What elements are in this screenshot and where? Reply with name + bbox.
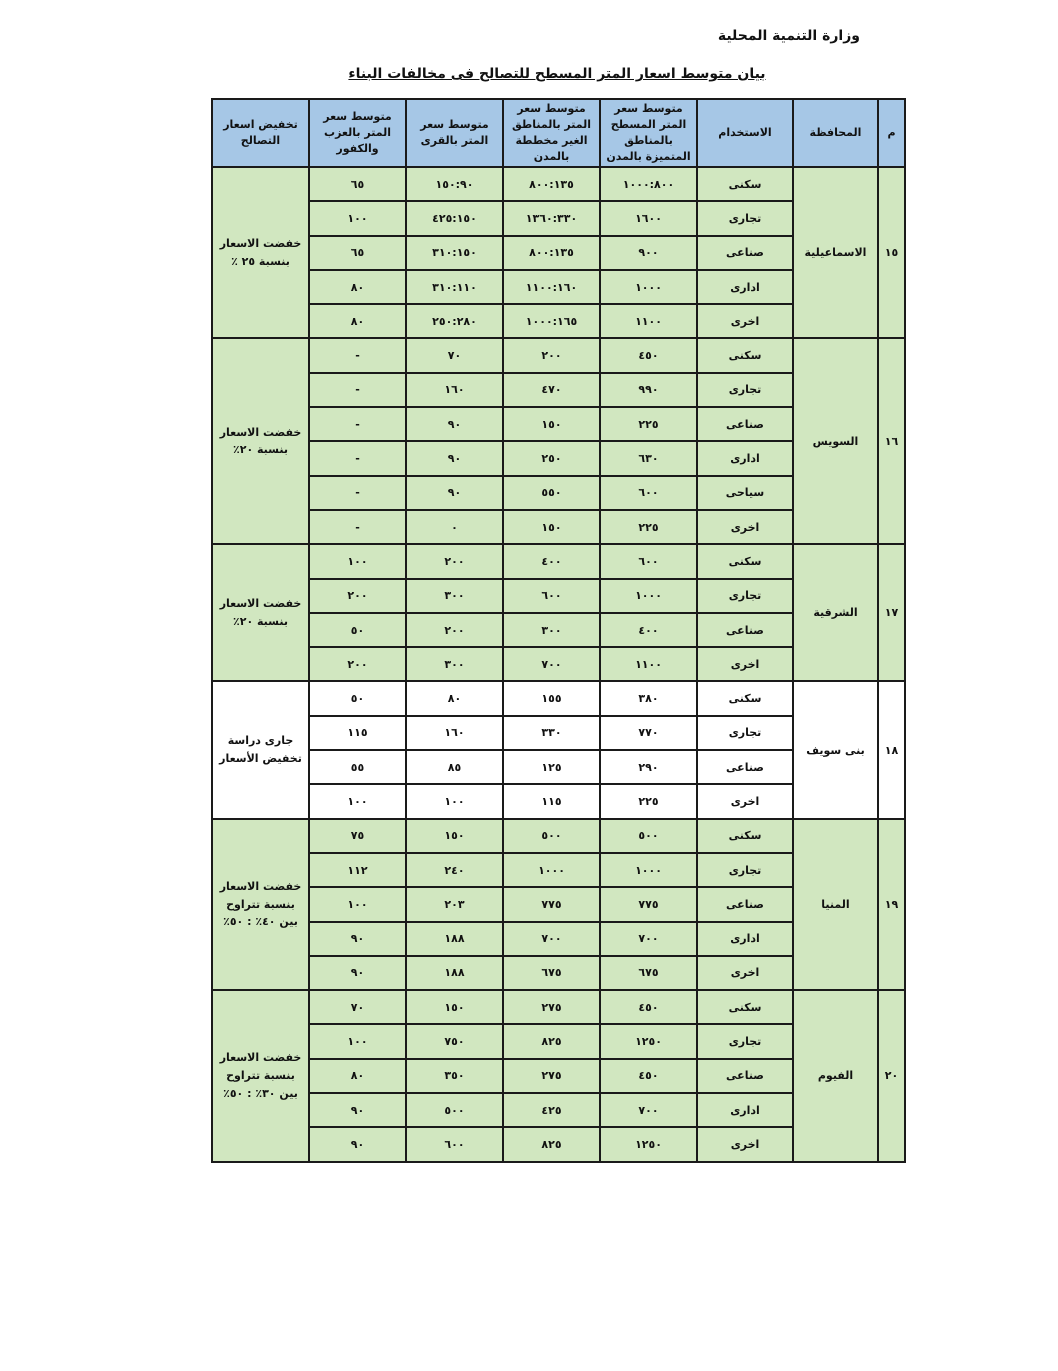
hamlets-price-cell: ٨٠ <box>309 1059 406 1093</box>
distinguished-price-cell: ٣٨٠ <box>600 681 697 715</box>
unplanned-price-cell: ٢٠٠ <box>503 338 600 372</box>
page-title: بيان متوسط اسعار المتر المسطح للتصالح فى مخالفات البناء <box>348 66 766 82</box>
distinguished-price-cell: ٧٠٠ <box>600 922 697 956</box>
villages-price-cell: ١٥٠ <box>406 990 503 1024</box>
distinguished-price-cell: ٩٩٠ <box>600 373 697 407</box>
villages-price-cell: ٦٠٠ <box>406 1127 503 1161</box>
usage-cell: تجارى <box>697 853 793 887</box>
hamlets-price-cell: - <box>309 373 406 407</box>
distinguished-price-cell: ٦٧٥ <box>600 956 697 990</box>
distinguished-price-cell: ١٠٠٠ <box>600 579 697 613</box>
usage-cell: تجارى <box>697 201 793 235</box>
reduction-note: خفضت الاسعار بنسبة ٢٠٪ <box>212 544 309 681</box>
table-row <box>212 167 905 201</box>
table-row <box>212 338 905 372</box>
header-row <box>212 99 905 167</box>
distinguished-price-cell: ١٢٥٠ <box>600 1127 697 1161</box>
usage-cell: سكنى <box>697 338 793 372</box>
table-row <box>212 544 905 578</box>
usage-cell: سكنى <box>697 819 793 853</box>
villages-price-cell: ٢٠٠ <box>406 544 503 578</box>
usage-cell: اخرى <box>697 956 793 990</box>
unplanned-price-cell: ١١٥ <box>503 784 600 818</box>
villages-price-cell: ٣١٠:١٥٠ <box>406 236 503 270</box>
villages-price-cell: ٣١٠:١١٠ <box>406 270 503 304</box>
unplanned-price-cell: ١٥٥ <box>503 681 600 715</box>
governorate-name: المنيا <box>793 819 878 990</box>
hamlets-price-cell: - <box>309 510 406 544</box>
distinguished-price-cell: ٢٢٥ <box>600 407 697 441</box>
villages-price-cell: ٧٥٠ <box>406 1024 503 1058</box>
distinguished-price-cell: ٧٧٠ <box>600 716 697 750</box>
unplanned-price-cell: ٢٧٥ <box>503 1059 600 1093</box>
unplanned-price-cell: ٧٠٠ <box>503 922 600 956</box>
header-distinguished: متوسط سعر المتر المسطح بالمناطق المتميزة بالمدن <box>600 99 697 167</box>
hamlets-price-cell: ٩٠ <box>309 956 406 990</box>
hamlets-price-cell: ٢٠٠ <box>309 579 406 613</box>
villages-price-cell: ١٨٨ <box>406 922 503 956</box>
villages-price-cell: ٢٠٠ <box>406 613 503 647</box>
reduction-note: خفضت الاسعار بنسبة تتراوح بين ٤٠٪ : ٥٠٪ <box>212 819 309 990</box>
usage-cell: اخرى <box>697 647 793 681</box>
villages-price-cell: ٥٠٠ <box>406 1093 503 1127</box>
usage-cell: سكنى <box>697 681 793 715</box>
distinguished-price-cell: ٧٠٠ <box>600 1093 697 1127</box>
unplanned-price-cell: ٤٧٠ <box>503 373 600 407</box>
hamlets-price-cell: ٥٥ <box>309 750 406 784</box>
unplanned-price-cell: ٥٥٠ <box>503 476 600 510</box>
hamlets-price-cell: - <box>309 407 406 441</box>
villages-price-cell: ٣٥٠ <box>406 1059 503 1093</box>
row-number: ١٧ <box>878 544 905 681</box>
unplanned-price-cell: ٢٧٥ <box>503 990 600 1024</box>
unplanned-price-cell: ٧٧٥ <box>503 887 600 921</box>
villages-price-cell: ٢٤٠ <box>406 853 503 887</box>
table-row <box>212 681 905 715</box>
unplanned-price-cell: ١٢٥ <box>503 750 600 784</box>
usage-cell: تجارى <box>697 373 793 407</box>
row-number: ١٥ <box>878 167 905 338</box>
header-villages: متوسط سعر المتر بالقرى <box>406 99 503 167</box>
unplanned-price-cell: ٨٠٠:١٣٥ <box>503 236 600 270</box>
usage-cell: ادارى <box>697 1093 793 1127</box>
ministry-name: وزارة التنمية المحلية <box>717 28 860 44</box>
header-unplanned: متوسط سعر المتر بالمناطق الغير مخططة بالمدن <box>503 99 600 167</box>
header-governorate: المحافظة <box>793 99 878 167</box>
distinguished-price-cell: ٩٠٠ <box>600 236 697 270</box>
reduction-note: خفضت الاسعار بنسبة ٢٥ ٪ <box>212 167 309 338</box>
villages-price-cell: ٢٠٣ <box>406 887 503 921</box>
usage-cell: ادارى <box>697 922 793 956</box>
villages-price-cell: ٩٠ <box>406 441 503 475</box>
row-number: ١٩ <box>878 819 905 990</box>
usage-cell: اخرى <box>697 304 793 338</box>
unplanned-price-cell: ١٥٠ <box>503 510 600 544</box>
usage-cell: سكنى <box>697 990 793 1024</box>
table-row <box>212 819 905 853</box>
distinguished-price-cell: ٢٢٥ <box>600 784 697 818</box>
usage-cell: ادارى <box>697 270 793 304</box>
reduction-note: جارى دراسة تخفيض الأسعار <box>212 681 309 818</box>
villages-price-cell: ١٥٠:٩٠ <box>406 167 503 201</box>
villages-price-cell: ٩٠ <box>406 476 503 510</box>
villages-price-cell: ٣٠٠ <box>406 647 503 681</box>
distinguished-price-cell: ١١٠٠ <box>600 647 697 681</box>
distinguished-price-cell: ٢٢٥ <box>600 510 697 544</box>
villages-price-cell: ٠ <box>406 510 503 544</box>
unplanned-price-cell: ٣٣٠ <box>503 716 600 750</box>
unplanned-price-cell: ٦٠٠ <box>503 579 600 613</box>
distinguished-price-cell: ٦٣٠ <box>600 441 697 475</box>
hamlets-price-cell: ٩٠ <box>309 1093 406 1127</box>
hamlets-price-cell: ٩٠ <box>309 1127 406 1161</box>
villages-price-cell: ٣٠٠ <box>406 579 503 613</box>
unplanned-price-cell: ٨٠٠:١٣٥ <box>503 167 600 201</box>
distinguished-price-cell: ١٠٠٠ <box>600 853 697 887</box>
distinguished-price-cell: ٤٥٠ <box>600 990 697 1024</box>
usage-cell: صناعى <box>697 750 793 784</box>
unplanned-price-cell: ٧٠٠ <box>503 647 600 681</box>
usage-cell: صناعى <box>697 407 793 441</box>
villages-price-cell: ٤٢٥:١٥٠ <box>406 201 503 235</box>
unplanned-price-cell: ٤٠٠ <box>503 544 600 578</box>
villages-price-cell: ١٨٨ <box>406 956 503 990</box>
villages-price-cell: ٢٥٠:٢٨٠ <box>406 304 503 338</box>
hamlets-price-cell: ٥٠ <box>309 681 406 715</box>
table-row <box>212 990 905 1024</box>
usage-cell: اخرى <box>697 510 793 544</box>
hamlets-price-cell: - <box>309 338 406 372</box>
distinguished-price-cell: ١٦٠٠ <box>600 201 697 235</box>
unplanned-price-cell: ١٠٠٠:١٦٥ <box>503 304 600 338</box>
unplanned-price-cell: ١٠٠٠ <box>503 853 600 887</box>
distinguished-price-cell: ٤٠٠ <box>600 613 697 647</box>
hamlets-price-cell: ٩٠ <box>309 922 406 956</box>
distinguished-price-cell: ٦٠٠ <box>600 544 697 578</box>
usage-cell: اخرى <box>697 784 793 818</box>
hamlets-price-cell: - <box>309 441 406 475</box>
hamlets-price-cell: ١٠٠ <box>309 1024 406 1058</box>
header-num: م <box>878 99 905 167</box>
governorate-name: الشرقية <box>793 544 878 681</box>
distinguished-price-cell: ١٢٥٠ <box>600 1024 697 1058</box>
hamlets-price-cell: ١٠٠ <box>309 544 406 578</box>
governorate-name: الفيوم <box>793 990 878 1161</box>
unplanned-price-cell: ٤٢٥ <box>503 1093 600 1127</box>
unplanned-price-cell: ١٥٠ <box>503 407 600 441</box>
hamlets-price-cell: ١٠٠ <box>309 887 406 921</box>
hamlets-price-cell: ٧٠ <box>309 990 406 1024</box>
unplanned-price-cell: ١٣٦٠:٣٣٠ <box>503 201 600 235</box>
distinguished-price-cell: ٦٠٠ <box>600 476 697 510</box>
hamlets-price-cell: - <box>309 476 406 510</box>
prices-table <box>211 98 906 1163</box>
villages-price-cell: ١٠٠ <box>406 784 503 818</box>
usage-cell: صناعى <box>697 887 793 921</box>
hamlets-price-cell: ١١٥ <box>309 716 406 750</box>
table-body <box>212 167 905 1162</box>
governorate-name: الاسماعيلية <box>793 167 878 338</box>
header-hamlets: متوسط سعر المتر بالعزب والكفور <box>309 99 406 167</box>
villages-price-cell: ١٥٠ <box>406 819 503 853</box>
unplanned-price-cell: ٨٢٥ <box>503 1024 600 1058</box>
usage-cell: تجارى <box>697 579 793 613</box>
row-number: ١٦ <box>878 338 905 544</box>
villages-price-cell: ١٦٠ <box>406 716 503 750</box>
distinguished-price-cell: ٤٥٠ <box>600 1059 697 1093</box>
distinguished-price-cell: ١١٠٠ <box>600 304 697 338</box>
hamlets-price-cell: ٢٠٠ <box>309 647 406 681</box>
usage-cell: سكنى <box>697 167 793 201</box>
distinguished-price-cell: ٧٧٥ <box>600 887 697 921</box>
header-reduction: تخفيض اسعار التصالح <box>212 99 309 167</box>
villages-price-cell: ٨٠ <box>406 681 503 715</box>
villages-price-cell: ١٦٠ <box>406 373 503 407</box>
hamlets-price-cell: ١٠٠ <box>309 201 406 235</box>
unplanned-price-cell: ٦٧٥ <box>503 956 600 990</box>
distinguished-price-cell: ١٠٠٠ <box>600 270 697 304</box>
hamlets-price-cell: ٦٥ <box>309 236 406 270</box>
unplanned-price-cell: ٨٢٥ <box>503 1127 600 1161</box>
hamlets-price-cell: ٧٥ <box>309 819 406 853</box>
governorate-name: السويس <box>793 338 878 544</box>
unplanned-price-cell: ٥٠٠ <box>503 819 600 853</box>
hamlets-price-cell: ٥٠ <box>309 613 406 647</box>
governorate-name: بنى سويف <box>793 681 878 818</box>
hamlets-price-cell: ١٠٠ <box>309 784 406 818</box>
row-number: ١٨ <box>878 681 905 818</box>
unplanned-price-cell: ٣٠٠ <box>503 613 600 647</box>
usage-cell: صناعى <box>697 613 793 647</box>
hamlets-price-cell: ٨٠ <box>309 270 406 304</box>
distinguished-price-cell: ٤٥٠ <box>600 338 697 372</box>
hamlets-price-cell: ١١٢ <box>309 853 406 887</box>
usage-cell: صناعى <box>697 236 793 270</box>
usage-cell: تجارى <box>697 1024 793 1058</box>
villages-price-cell: ٨٥ <box>406 750 503 784</box>
distinguished-price-cell: ٥٠٠ <box>600 819 697 853</box>
header-usage: الاستخدام <box>697 99 793 167</box>
hamlets-price-cell: ٦٥ <box>309 167 406 201</box>
usage-cell: صناعى <box>697 1059 793 1093</box>
usage-cell: ادارى <box>697 441 793 475</box>
reduction-note: خفضت الاسعار بنسبة ٢٠٪ <box>212 338 309 544</box>
usage-cell: سكنى <box>697 544 793 578</box>
distinguished-price-cell: ٢٩٠ <box>600 750 697 784</box>
reduction-note: خفضت الاسعار بنسبة تتراوح بين ٣٠٪ : ٥٠٪ <box>212 990 309 1161</box>
unplanned-price-cell: ٢٥٠ <box>503 441 600 475</box>
villages-price-cell: ٧٠ <box>406 338 503 372</box>
usage-cell: اخرى <box>697 1127 793 1161</box>
usage-cell: تجارى <box>697 716 793 750</box>
row-number: ٢٠ <box>878 990 905 1161</box>
villages-price-cell: ٩٠ <box>406 407 503 441</box>
hamlets-price-cell: ٨٠ <box>309 304 406 338</box>
unplanned-price-cell: ١١٠٠:١٦٠ <box>503 270 600 304</box>
distinguished-price-cell: ١٠٠٠:٨٠٠ <box>600 167 697 201</box>
usage-cell: سياحى <box>697 476 793 510</box>
